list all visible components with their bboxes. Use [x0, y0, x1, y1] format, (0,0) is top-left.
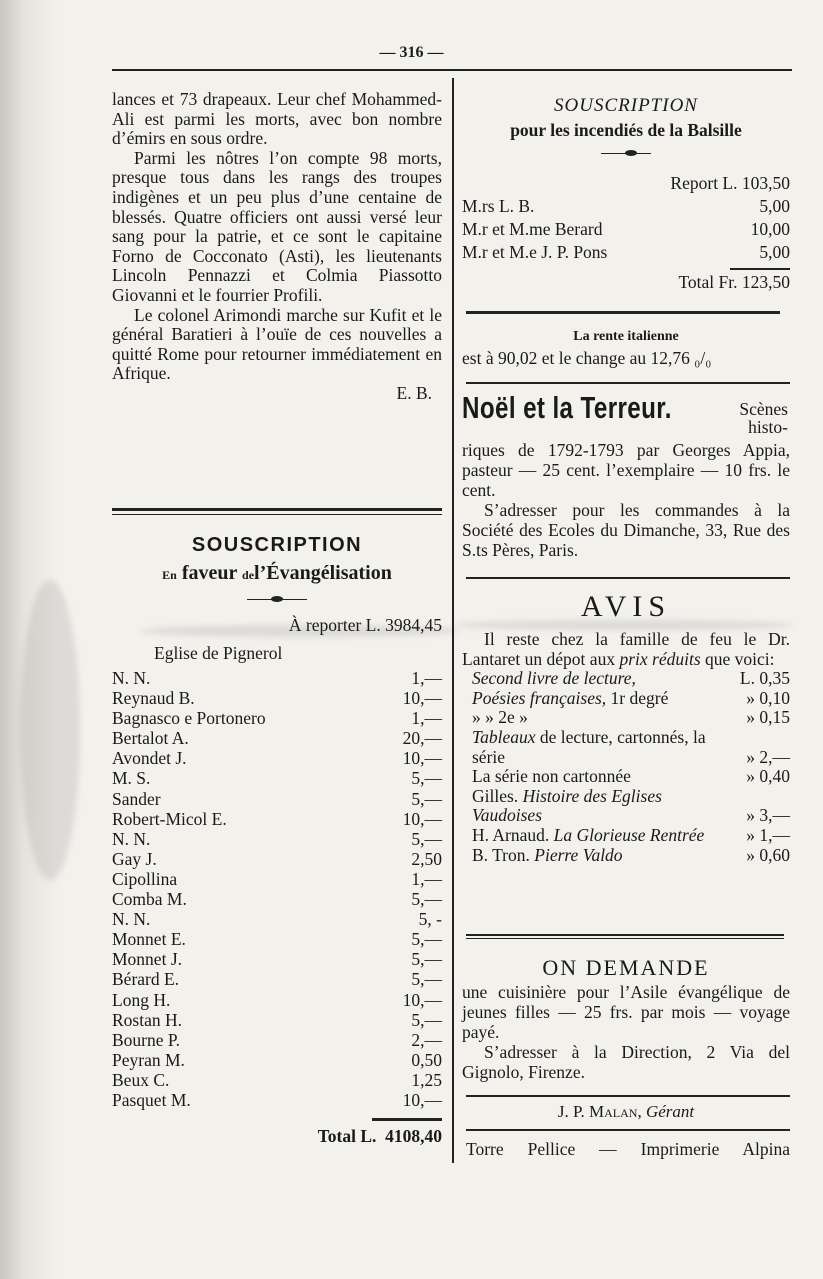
- price-item: [472, 846, 790, 866]
- item-price: » 1,—: [746, 824, 790, 845]
- price-item: [472, 826, 790, 846]
- donor-amount: 1,—: [411, 708, 442, 729]
- total-label: Total L.: [317, 1126, 377, 1147]
- donor-row: [112, 829, 442, 849]
- section-rule: [466, 938, 784, 939]
- donor-row: [112, 809, 442, 829]
- gerant: [462, 1102, 790, 1122]
- article-paragraph: Parmi les nôtres l’on compte 98 morts, presque tous dans les rangs des troupes indigènes et un peu plus d’une centaine de blessés. Quatre officiers ont aussi versé leur sang pour la patrie, et ce sont le capitaine Forno de Cocconato (Asti), les lieutenants Lincoln Pennazzi et Colmia Piassotto Giovanni et le fourrier Profili.: [112, 147, 442, 305]
- donor-row: [112, 990, 442, 1010]
- donor-row: [112, 768, 442, 788]
- section-rule: [112, 514, 442, 515]
- item-title: [472, 846, 623, 866]
- price-item: [472, 689, 790, 709]
- donor-name: Monnet J.: [112, 949, 182, 970]
- donor-name: Sander: [112, 788, 161, 809]
- donor-row: [112, 949, 442, 969]
- donor-name: Bagnasco e Portonero: [112, 708, 266, 729]
- donor-amount: 5, -: [418, 909, 442, 930]
- donor-row: [112, 1030, 442, 1050]
- donor-amount: 5,—: [411, 788, 442, 809]
- item-price: » 0,15: [746, 707, 790, 728]
- scenes-word: Scènes: [739, 399, 788, 419]
- ornament-divider: [247, 596, 307, 602]
- donor-amount: 5,00: [759, 242, 790, 262]
- donor-amount: 1,—: [411, 868, 442, 889]
- report: Report L. 103,50: [670, 173, 790, 193]
- rente-text: est à 90,02 et le change au 12,76 ₀/₀: [462, 348, 712, 368]
- donor-name: Bérard E.: [112, 969, 180, 990]
- balsille-title: SOUSCRIPTION: [554, 95, 698, 116]
- item-text: de lecture, cartonnés, la série: [472, 726, 706, 767]
- donor-amount: 10,—: [402, 1089, 442, 1110]
- item-text: La série non cartonnée: [472, 766, 631, 787]
- church-name: Eglise de Pignerol: [154, 643, 283, 663]
- donor-row: [112, 708, 442, 728]
- donor-name: Bourne P.: [112, 1029, 181, 1050]
- donor-amount: 5,—: [411, 768, 442, 789]
- item-italic: Histoire des Eglises Vaudoises: [472, 785, 662, 826]
- section-rule: [466, 382, 790, 384]
- noel-title: Noël et la Terreur.: [462, 390, 672, 425]
- donor-amount: 5,—: [411, 828, 442, 849]
- donor-row: [112, 849, 442, 869]
- total-rule: [730, 268, 790, 270]
- scan-smudge: [20, 580, 80, 880]
- item-title: [472, 728, 722, 767]
- donor-row: [112, 748, 442, 768]
- donor-name: Robert-Micol E.: [112, 808, 227, 829]
- column-divider: [452, 78, 454, 1163]
- donor-name: N. N.: [112, 909, 151, 930]
- donor-row: [112, 909, 442, 929]
- item-text: H. Arnaud.: [472, 824, 550, 845]
- intro-text: que voici:: [705, 648, 775, 669]
- section-rule: [466, 311, 780, 314]
- donor-row: [462, 241, 790, 264]
- demande-body: une cuisinière pour l’Asile évangélique de jeunes filles — 25 frs. par mois — voyage payé.: [462, 982, 790, 1042]
- avis-intro: [462, 630, 790, 669]
- item-price: » 0,60: [746, 844, 790, 865]
- item-italic: Poésies françaises,: [472, 687, 607, 708]
- donor-row: [112, 728, 442, 748]
- intro-italic: prix réduits: [619, 648, 701, 669]
- section-rule: [112, 508, 442, 511]
- item-text: » » 2e »: [472, 707, 528, 728]
- donor-name: Beux C.: [112, 1069, 170, 1090]
- balsille-donors: [462, 195, 790, 264]
- rente-notice: [462, 327, 790, 369]
- donor-row: [112, 929, 442, 949]
- price-item: [472, 767, 790, 787]
- donor-row: [112, 1010, 442, 1030]
- article-signature: E. B.: [396, 382, 432, 403]
- section-rule: [466, 1095, 790, 1097]
- item-text: Gilles.: [472, 785, 519, 806]
- noel-scenes: [739, 400, 788, 436]
- donor-row: [112, 1090, 442, 1110]
- item-price: » 0,10: [746, 687, 790, 708]
- item-title: [472, 767, 631, 787]
- donor-amount: 10,—: [402, 688, 442, 709]
- donor-row: [112, 1070, 442, 1090]
- demande-contact: S’adresser à la Direction, 2 Via del Gignolo, Firenze.: [462, 1042, 790, 1082]
- avis-title: AVIS: [580, 590, 672, 623]
- donor-name: Gay J.: [112, 848, 157, 869]
- item-title: [472, 669, 636, 689]
- item-title: [472, 826, 704, 846]
- price-list: [462, 669, 790, 865]
- demande-title: ON DEMANDE: [542, 955, 710, 980]
- section-rule: [466, 934, 784, 936]
- price-item: [472, 708, 790, 728]
- noel-order: S’adresser pour les commandes à la Société des Ecoles du Dimanche, 33, Rue des S.ts Pères, Paris.: [462, 500, 790, 560]
- donor-name: M.r et M.e J. P. Pons: [462, 242, 608, 262]
- price-item: [472, 728, 790, 767]
- article: [112, 90, 442, 404]
- donor-name: Pasquet M.: [112, 1089, 191, 1110]
- donor-name: Avondet J.: [112, 748, 187, 769]
- evangelisation-subscription: [112, 532, 442, 1151]
- donor-amount: 20,—: [402, 728, 442, 749]
- donor-name: Reynaud B.: [112, 688, 195, 709]
- donor-row: [112, 969, 442, 989]
- donor-amount: 2,50: [411, 848, 442, 869]
- donor-amount: 5,00: [759, 196, 790, 216]
- donor-row: [462, 195, 790, 218]
- subscription-title: SOUSCRIPTION: [191, 534, 363, 556]
- price-item: [472, 669, 790, 689]
- header-rule: [112, 69, 792, 71]
- donor-amount: 5,—: [411, 929, 442, 950]
- item-text: 1r degré: [610, 687, 669, 708]
- item-price: L. 0,35: [739, 668, 790, 689]
- item-text: B. Tron.: [472, 844, 530, 865]
- donor-amount: 0,50: [411, 1049, 442, 1070]
- donor-amount: 10,—: [402, 808, 442, 829]
- balsille-total: Total Fr. 123,50: [678, 271, 790, 292]
- donor-amount: 1,25: [411, 1069, 442, 1090]
- carry-forward: À reporter L. 3984,45: [288, 615, 442, 635]
- balsille-subscription: [462, 94, 790, 294]
- item-price: » 0,40: [746, 766, 790, 787]
- donor-name: N. N.: [112, 828, 151, 849]
- donor-name: M.rs L. B.: [462, 196, 535, 216]
- donor-amount: 10,—: [402, 989, 442, 1010]
- subtitle-word: l’Évangélisation: [254, 562, 392, 584]
- item-title: [472, 689, 668, 709]
- balsille-subtitle: pour les incendiés de la Balsille: [510, 120, 742, 140]
- donor-amount: 2,—: [411, 1029, 442, 1050]
- donor-list: [112, 668, 442, 1110]
- subscription-total: [112, 1121, 442, 1151]
- item-price: » 2,—: [746, 746, 790, 767]
- donor-amount: 5,—: [411, 1009, 442, 1030]
- donor-row: [112, 869, 442, 889]
- section-rule: [466, 1129, 790, 1131]
- printer: Torre Pellice — Imprimerie Alpina: [466, 1139, 790, 1159]
- item-italic: La Glorieuse Rentrée: [553, 824, 705, 845]
- subtitle-word: de: [242, 568, 255, 582]
- donor-name: M.r et M.me Berard: [462, 219, 603, 239]
- article-paragraph: Le colonel Arimondi marche sur Kufit et le général Baratieri à l’ouïe de ces nouvelles a quitté Rome pour retourner immédiatement en Afrique.: [112, 304, 442, 384]
- subtitle-prefix: En: [162, 568, 177, 582]
- donor-row: [112, 889, 442, 909]
- scenes-word: histo-: [748, 417, 788, 437]
- donor-name: Monnet E.: [112, 929, 186, 950]
- subscription-subtitle: [112, 558, 442, 590]
- donor-amount: 1,—: [411, 668, 442, 688]
- avis-notice: [462, 590, 790, 865]
- donor-name: Long H.: [112, 989, 171, 1010]
- rente-title: La rente italienne: [573, 329, 679, 344]
- noel-body: riques de 1792-1793 par Georges Appia, pasteur — 25 cent. l’exemplaire — 10 frs. le cent.: [462, 440, 790, 500]
- donor-name: Rostan H.: [112, 1009, 182, 1030]
- item-italic: Second livre de lecture,: [472, 668, 636, 689]
- donor-row: [112, 789, 442, 809]
- page-number: — 316 —: [379, 44, 444, 61]
- subtitle-word: faveur: [181, 562, 238, 584]
- price-item: [472, 787, 790, 826]
- donor-amount: 5,—: [411, 949, 442, 970]
- item-title: [472, 708, 528, 728]
- item-italic: Tableaux: [472, 726, 536, 747]
- donor-name: M. S.: [112, 768, 151, 789]
- total-rule: [372, 1118, 442, 1121]
- donor-amount: 10,—: [402, 748, 442, 769]
- demande-notice: [462, 954, 790, 1082]
- ornament-divider: [601, 150, 651, 156]
- gerant-role: Gérant: [645, 1102, 695, 1121]
- donor-name: Peyran M.: [112, 1049, 185, 1070]
- donor-name: Bertalot A.: [112, 728, 189, 749]
- item-italic: Pierre Valdo: [534, 844, 623, 865]
- donor-row: [112, 688, 442, 708]
- donor-row: [112, 1050, 442, 1070]
- donor-name: Comba M.: [112, 889, 187, 910]
- intro-text: Il reste chez la famille de feu le Dr. Lantaret un dépot aux: [462, 629, 790, 669]
- item-price: » 3,—: [746, 805, 790, 826]
- donor-amount: 5,—: [411, 969, 442, 990]
- donor-name: N. N.: [112, 668, 151, 688]
- donor-amount: 10,00: [750, 219, 790, 239]
- item-title: [472, 787, 722, 826]
- donor-row: [112, 668, 442, 688]
- donor-name: Cipollina: [112, 868, 178, 889]
- donor-amount: 5,—: [411, 889, 442, 910]
- section-rule: [466, 577, 790, 579]
- gerant-name: J. P. Malan,: [557, 1102, 642, 1121]
- donor-row: [462, 218, 790, 241]
- article-paragraph: lances et 73 drapeaux. Leur chef Mohammed-Ali est parmi les morts, avec bon nombre d’émirs en sous ordre.: [112, 89, 442, 149]
- total-value: 4108,40: [385, 1126, 442, 1147]
- noel-advert: [462, 390, 790, 560]
